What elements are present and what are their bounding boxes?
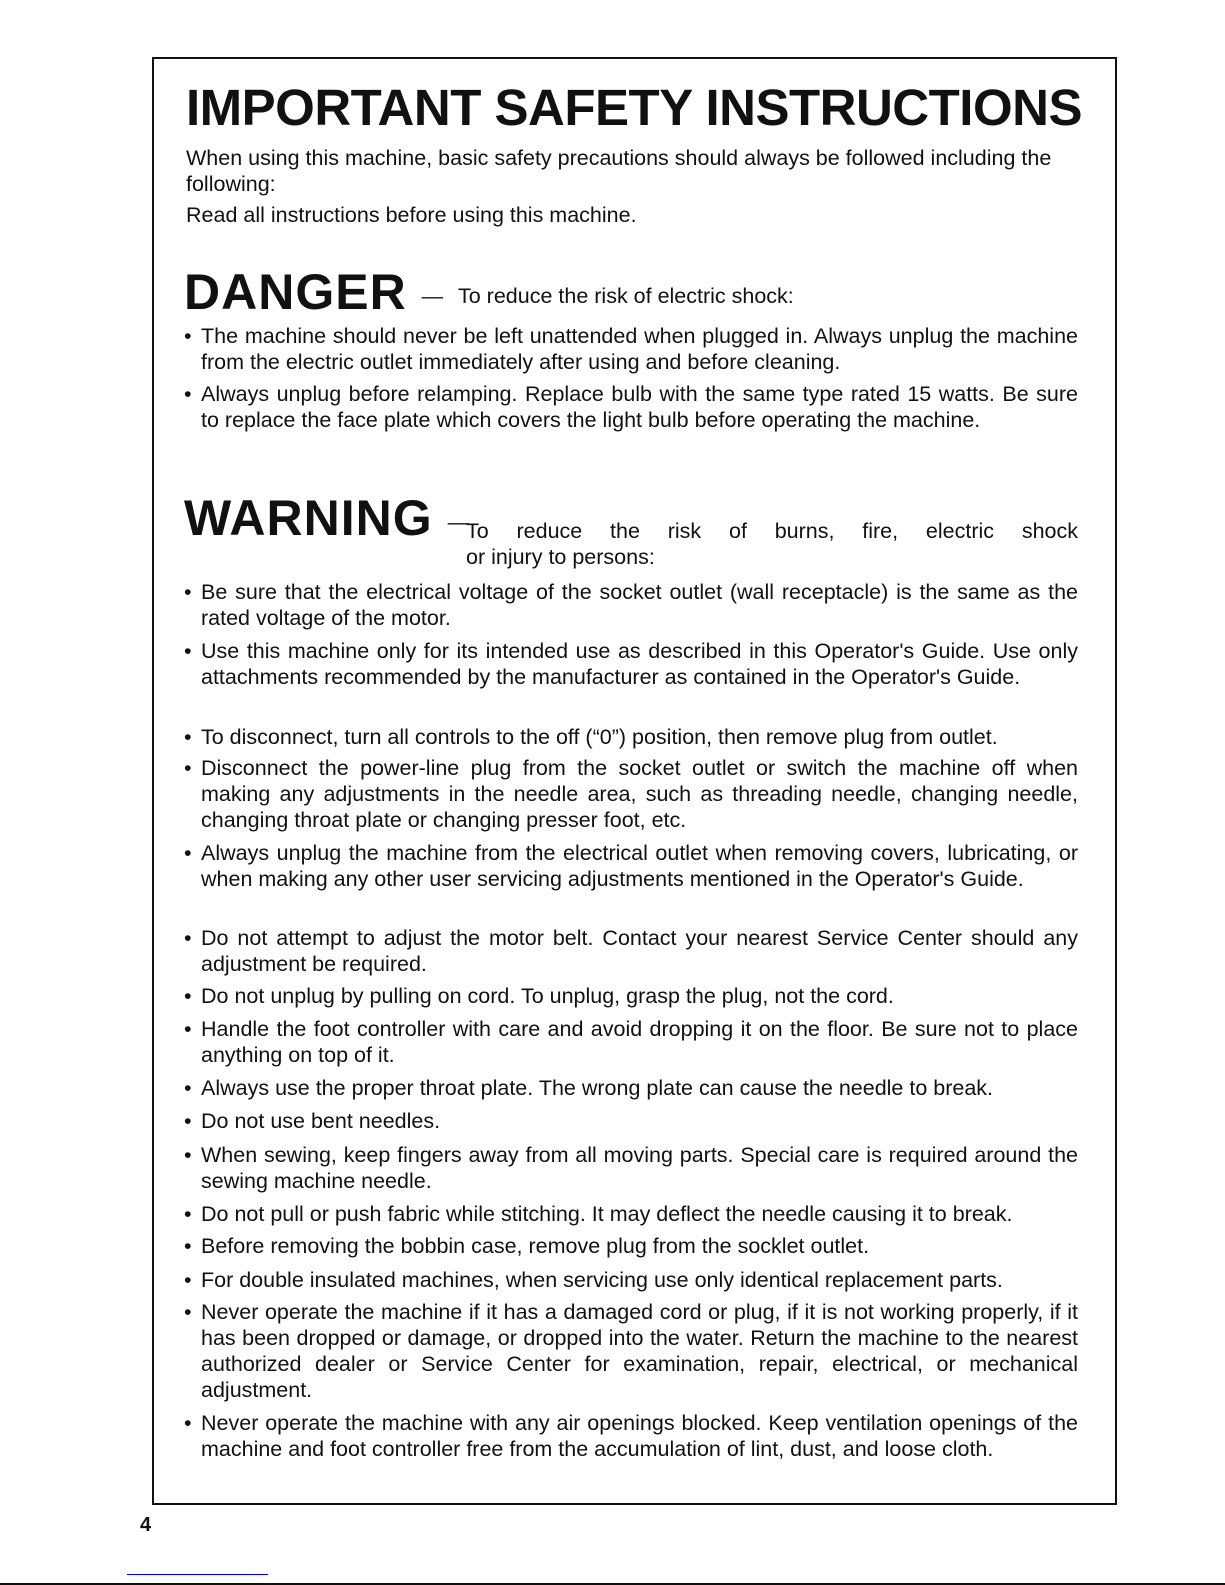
list-item: • To disconnect, turn all controls to the off (“0”) position, then remove plug from outlet. [184, 725, 998, 749]
list-item-text: To disconnect, turn all controls to the off (“0”) position, then remove plug from outlet. [201, 725, 998, 749]
list-item: • Always use the proper throat plate. The wrong plate can cause the needle to break. [184, 1076, 994, 1100]
list-item-text: Do not use bent needles. [201, 1109, 441, 1133]
list-item-text: The machine should never be left unattended when plugged in. Always unplug the machine from the electric outlet immediately after using and before cleaning. [201, 324, 1078, 374]
list-item-text: Always unplug before relamping. Replace bulb with the same type rated 15 watts. Be sure to replace the face plate which covers the light bulb before operating the machine. [201, 382, 1078, 432]
list-item: • Always unplug before relamping. Replace bulb with the same type rated 15 watts. Be sure to replace the face plate which covers the light bulb before operating the machine. [184, 382, 1078, 432]
list-item: • Do not use bent needles. [184, 1109, 441, 1133]
list-item-text: When sewing, keep fingers away from all moving parts. Special care is required around the sewing machine needle. [201, 1143, 1078, 1193]
list-item: • Never operate the machine if it has a damaged cord or plug, if it is not working properly, if it has been dropped or damage, or dropped into the water. Return the machine to the nearest authorized dealer or Service Center for examination, repair, electrical, or mechanical adjustment. [184, 1300, 1078, 1402]
list-item: • Do not unplug by pulling on cord. To unplug, grasp the plug, not the cord. [184, 984, 894, 1008]
list-item: • Never operate the machine with any air openings blocked. Keep ventilation openings of the machine and foot controller free from the accumulation of lint, dust, and loose cloth. [184, 1411, 1078, 1461]
link-underline [127, 1574, 268, 1575]
intro-text: When using this machine, basic safety precautions should always be followed including the following: [186, 146, 1052, 196]
page-number: 4 [140, 1514, 152, 1536]
list-item-text: Be sure that the electrical voltage of the socket outlet (wall receptacle) is the same as the rated voltage of the motor. [201, 580, 1078, 630]
list-item-text: Do not pull or push fabric while stitching. It may deflect the needle causing it to break. [201, 1202, 1013, 1226]
list-item: • Disconnect the power-line plug from the socket outlet or switch the machine off when making any adjustments in the needle area, such as threading needle, changing needle, changing throat plate or changing presser foot, etc. [184, 756, 1078, 832]
page-title: IMPORTANT SAFETY INSTRUCTIONS [186, 79, 1082, 136]
list-item-text: Before removing the bobbin case, remove plug from the socklet outlet. [201, 1234, 870, 1258]
list-item: • Before removing the bobbin case, remove plug from the socklet outlet. [184, 1234, 870, 1258]
danger-heading [184, 264, 794, 324]
list-item: • The machine should never be left unattended when plugged in. Always unplug the machine from the electric outlet immediately after using and before cleaning. [184, 324, 1078, 374]
danger-label: DANGER [184, 264, 407, 320]
list-item-text: Never operate the machine if it has a damaged cord or plug, if it is not working properly, if it has been dropped or damage, or dropped into the water. Return the machine to the nearest authorized dealer or Service Center for examination, repair, electrical, or mechanical adjustment. [201, 1300, 1078, 1402]
list-item-text: Never operate the machine with any air openings blocked. Keep ventilation openings of the machine and foot controller free from the accumulation of lint, dust, and loose cloth. [201, 1411, 1078, 1461]
dash: — [421, 283, 444, 308]
list-item-text: Do not unplug by pulling on cord. To unplug, grasp the plug, not the cord. [201, 984, 894, 1008]
list-item-text: Use this machine only for its intended use as described in this Operator's Guide. Use only attachments recommended by the manufacturer as contained in the Operator's Guide. [201, 639, 1078, 689]
warning-heading [184, 490, 469, 550]
list-item-text: Always use the proper throat plate. The wrong plate can cause the needle to break. [201, 1076, 994, 1100]
warning-subtitle-2: or injury to persons: [466, 545, 655, 569]
list-item: • Be sure that the electrical voltage of the socket outlet (wall receptacle) is the same as the rated voltage of the motor. [184, 580, 1078, 630]
list-item-text: Disconnect the power-line plug from the socket outlet or switch the machine off when making any adjustments in the needle area, such as threading needle, changing needle, changing throat plate or changing presser foot, etc. [201, 756, 1078, 832]
list-item-text: Always unplug the machine from the electrical outlet when removing covers, lubricating, or when making any other user servicing adjustments mentioned in the Operator's Guide. [201, 841, 1078, 891]
list-item: • Use this machine only for its intended use as described in this Operator's Guide. Use only attachments recommended by the manufacturer as contained in the Operator's Guide. [184, 639, 1078, 689]
list-item-text: For double insulated machines, when servicing use only identical replacement parts. [201, 1268, 1003, 1292]
list-item: • Do not pull or push fabric while stitching. It may deflect the needle causing it to break. [184, 1202, 1013, 1226]
danger-subtitle: To reduce the risk of electric shock: [458, 283, 794, 308]
list-item: • Always unplug the machine from the electrical outlet when removing covers, lubricating, or when making any other user servicing adjustments mentioned in the Operator's Guide. [184, 841, 1078, 891]
list-item-text: Do not attempt to adjust the motor belt. Contact your nearest Service Center should any adjustment be required. [201, 926, 1078, 976]
dash: — [447, 509, 470, 534]
list-item: • For double insulated machines, when servicing use only identical replacement parts. [184, 1268, 1003, 1292]
list-item: • Handle the foot controller with care and avoid dropping it on the floor. Be sure not to place anything on top of it. [184, 1017, 1078, 1067]
warning-label: WARNING [184, 490, 433, 546]
warning-subtitle: To reduce the risk of burns, fire, electric shock [466, 519, 1078, 543]
intro-text: Read all instructions before using this machine. [186, 203, 637, 227]
list-item: • Do not attempt to adjust the motor belt. Contact your nearest Service Center should any adjustment be required. [184, 926, 1078, 976]
list-item: • When sewing, keep fingers away from all moving parts. Special care is required around the sewing machine needle. [184, 1143, 1078, 1193]
list-item-text: Handle the foot controller with care and avoid dropping it on the floor. Be sure not to place anything on top of it. [201, 1017, 1078, 1067]
